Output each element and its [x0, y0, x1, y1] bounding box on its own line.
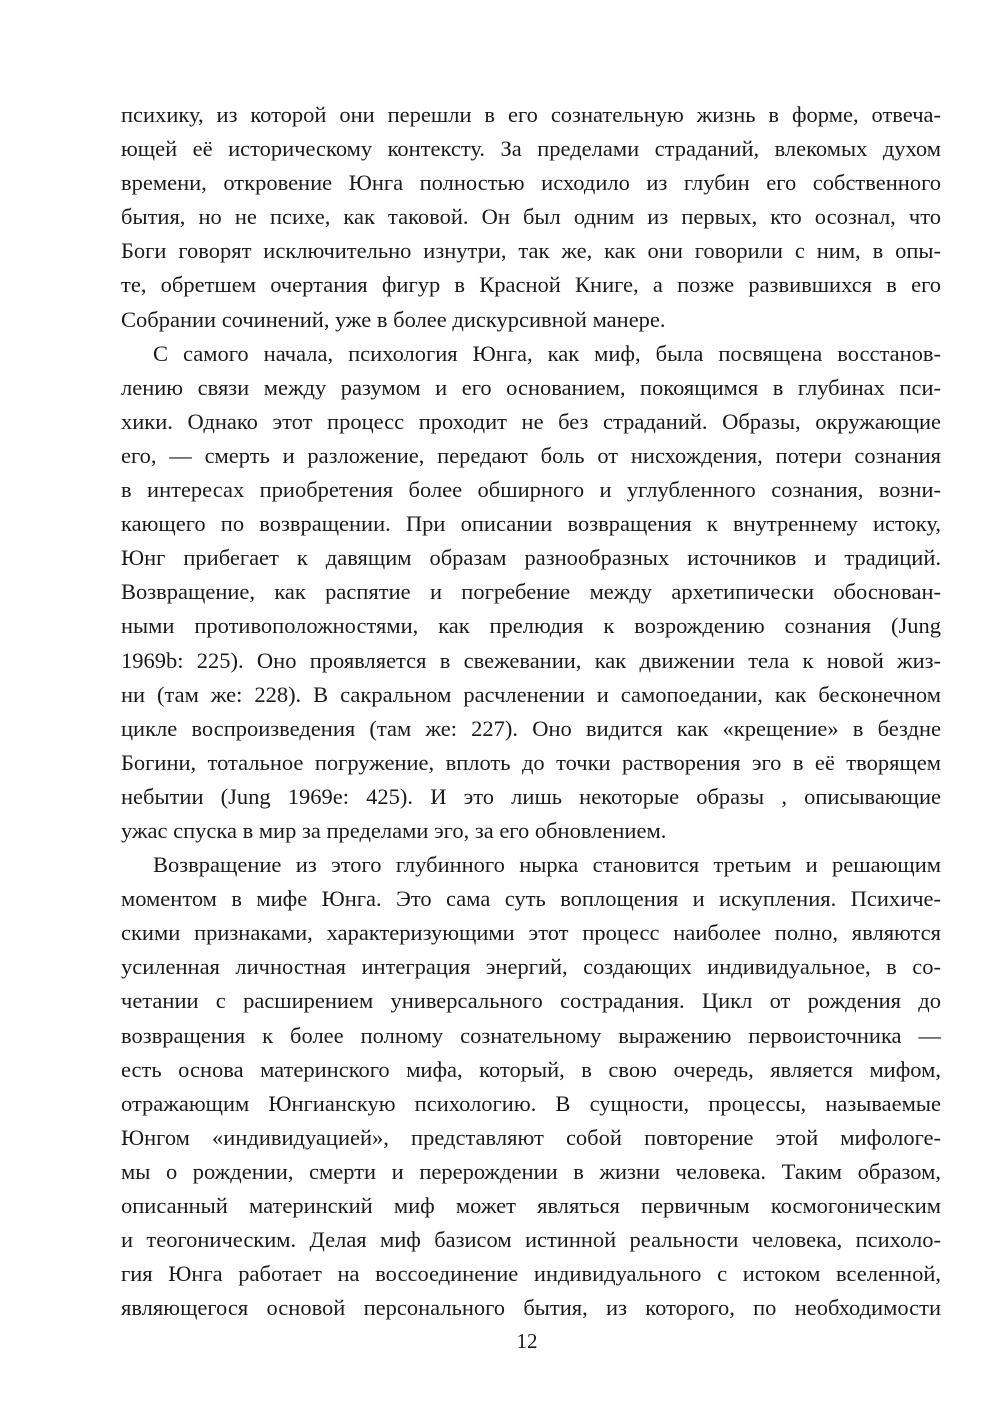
text-line: мы о рождении, смерти и перерождении в жизни человека. Таким образом, — [121, 1158, 941, 1184]
text-line: ющей её историческому контексту. За пределами страданий, влекомых духом — [121, 136, 941, 162]
text-line: бытия, но не психе, как таковой. Он был одним из первых, кто осознал, что — [121, 204, 941, 230]
text-line: небытии (Jung 1969e: 425). И это лишь некоторые образы , описывающие — [121, 783, 941, 809]
text-line: отражающим Юнгианскую психологию. В сущности, процессы, называемые — [121, 1090, 941, 1116]
text-line: описанный материнский миф может являться первичным космогоническим — [121, 1193, 941, 1218]
text-line: 1969b: 225). Оно проявляется в свежевании, как движении тела к новой жиз- — [121, 647, 941, 673]
text-line: возвращения к более полному сознательному выражению первоисточника — — [121, 1022, 941, 1048]
body-text — [121, 98, 941, 1325]
text-line: Юнгом «индивидуацией», представляют собой повторение этой мифологе- — [121, 1124, 941, 1150]
text-line: ными противоположностями, как прелюдия к возрождению сознания (Jung — [121, 613, 941, 639]
text-line: скими признаками, характеризующими этот процесс наиболее полно, являются — [121, 920, 941, 946]
text-line: четании с расширением универсального сострадания. Цикл от рождения до — [121, 988, 941, 1014]
text-line: времени, откровение Юнга полностью исходило из глубин его собственного — [121, 170, 941, 196]
text-line: лению связи между разумом и его основанием, покоящимся в глубинах пси- — [121, 374, 941, 400]
text-line: Возвращение, как распятие и погребение между архетипически обоснован- — [121, 579, 941, 605]
paragraph-1 — [121, 98, 941, 337]
text-line: психику, из которой они перешли в его сознательную жизнь в форме, отвеча- — [121, 102, 941, 127]
text-line: Возвращение из этого глубинного нырка становится третьим и решающим — [153, 852, 941, 878]
text-line: в интересах приобретения более обширного и углубленного сознания, возни- — [121, 477, 941, 503]
text-line: Богини, тотальное погружение, вплоть до точки растворения эго в её творящем — [121, 749, 941, 775]
text-line: усиленная личностная интеграция энергий, создающих индивидуальное, в со- — [121, 954, 941, 980]
text-line: его, — смерть и разложение, передают боль от нисхождения, потери сознания — [121, 442, 941, 468]
text-line: и теогоническим. Делая миф базисом истинной реальности человека, психоло- — [121, 1227, 941, 1253]
text-line: моментом в мифе Юнга. Это сама суть воплощения и искупления. Психиче- — [121, 886, 941, 912]
text-line: те, обретшем очертания фигур в Красной Книге, а позже развившихся в его — [121, 272, 941, 298]
paragraph-2 — [121, 337, 941, 848]
text-line: являющегося основой персонального бытия, из которого, по необходимости — [121, 1295, 941, 1321]
text-line: гия Юнга работает на воссоединение индивидуального с истоком вселенной, — [121, 1261, 941, 1287]
text-line: ужас спуска в мир за пределами эго, за его обновлением. — [121, 817, 667, 843]
text-line: Боги говорят исключительно изнутри, так же, как они говорили с ним, в опы- — [121, 238, 941, 264]
text-line: ни (там же: 228). В сакральном расчленении и самопоедании, как бесконечном — [121, 681, 941, 707]
text-line: хики. Однако этот процесс проходит не без страданий. Образы, окружающие — [121, 408, 941, 434]
text-line: есть основа материнского мифа, который, в свою очередь, является мифом, — [121, 1056, 941, 1082]
text-line: Юнг прибегает к давящим образам разнообразных источников и традиций. — [121, 545, 941, 571]
text-line: С самого начала, психология Юнга, как миф, была посвящена восстанов- — [153, 340, 941, 366]
page-number: 12 — [516, 1329, 538, 1353]
text-line: кающего по возвращении. При описании возвращения к внутреннему истоку, — [121, 511, 941, 537]
paragraph-3 — [121, 848, 941, 1325]
text-line: цикле воспроизведения (там же: 227). Оно видится как «крещение» в бездне — [121, 715, 941, 741]
text-line: Собрании сочинений, уже в более дискурсивной манере. — [121, 306, 666, 332]
